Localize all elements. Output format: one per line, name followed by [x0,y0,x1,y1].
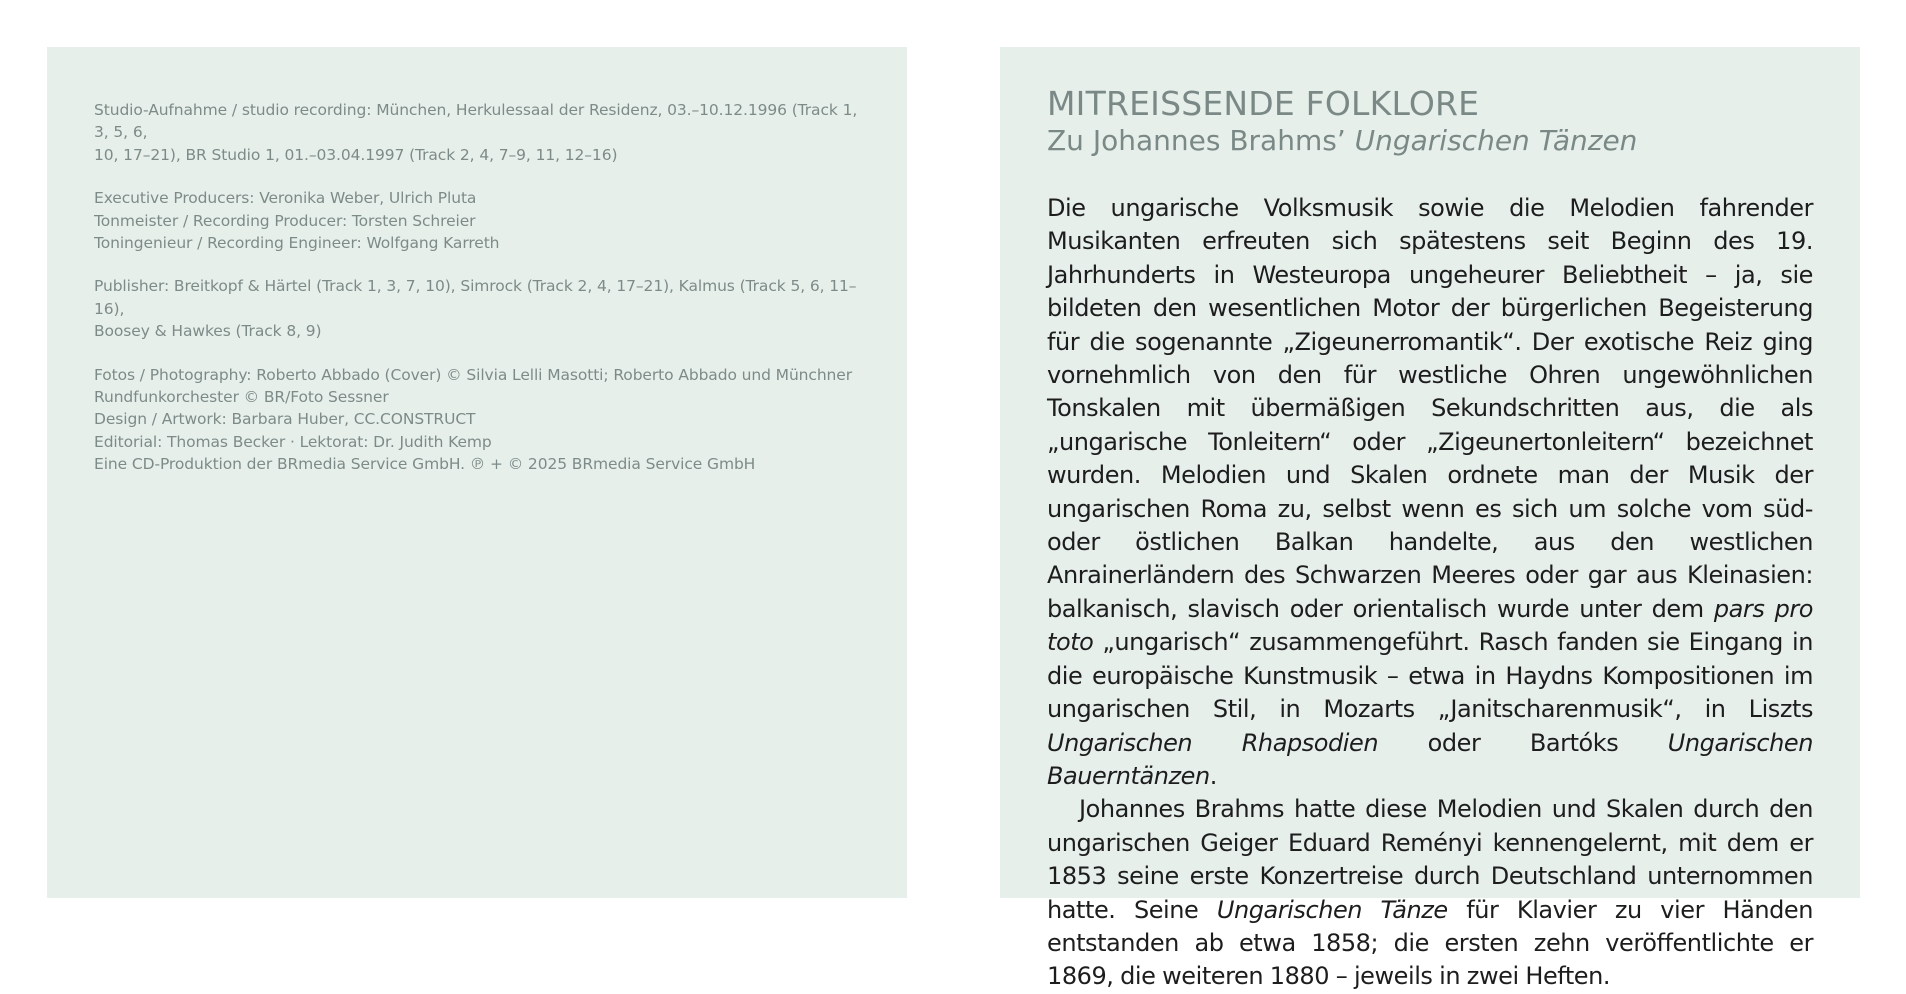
text-run: „ungarisch“ zusammengeführt. Rasch fanden sie Eingang in die europäische Kunstmusik – etwa in Haydns Kompositionen im ungarischen Stil, in Mozarts „Janitscharenmusik“, in Liszts [1047,628,1813,724]
credit-line: 10, 17–21), BR Studio 1, 01.–03.04.1997 (Track 2, 4, 7–9, 11, 12–16) [94,145,618,164]
italic-run: pars pro toto [1047,594,1813,657]
recording-credits [94,99,860,166]
left-page-credits [47,47,907,898]
production-credits [94,187,860,254]
publisher-credits [94,275,860,342]
credit-line: Tonmeister / Recording Producer: Torsten Schreier [94,211,476,230]
photo-design-credits [94,364,860,476]
essay-subtitle [1047,123,1813,159]
credit-line: Executive Producers: Veronika Weber, Ulrich Pluta [94,189,477,208]
paragraph [1047,793,1813,993]
paragraph [1047,192,1813,793]
essay-title: MITREISSENDE FOLKLORE [1047,84,1480,123]
credit-line: Studio-Aufnahme / studio recording: München, Herkulessaal der Residenz, 03.–10.12.1996 (Track 1, 3, 5, 6, [94,101,858,142]
italic-run: Ungarischen Tänze [1216,895,1448,924]
subtitle-text: Zu Johannes Brahms’ [1047,124,1355,157]
text-run: oder Bartóks [1378,728,1668,757]
italic-run: Ungarischen Bauerntänzen [1047,728,1813,790]
subtitle-work-title: Ungarischen Tänzen [1354,124,1638,157]
right-page-essay [1000,47,1860,991]
text-run: für Klavier zu vier Händen entstanden ab etwa 1858; die ersten zehn veröffentlichte er 1869, die weiteren 1880 – jeweils in zwei Heften. [1047,895,1813,991]
text-run: Die ungarische Volksmusik sowie die Melodien fahrender Musikanten erfreuten sich spätestens seit Beginn des 19. Jahrhunderts in Westeuropa ungeheurer Beliebtheit – ja, sie bildeten den wesentlichen Motor der bürgerlichen Begeisterung für die sogenannte „Zigeunerromantik“. Der exotische Reiz ging vornehmlich von den für westliche Ohren ungewöhnlichen Tonskalen mit übermäßigen Sekundschritten aus, die als „ungarische Tonleitern“ oder „Zigeunertonleitern“ bezeichnet wurden. Melodien und Skalen ordnete man der Musik der ungarischen Roma zu, selbst wenn es sich um solche vom süd- oder östlichen Balkan handelte, aus den westlichen Anrainerländern des Schwarzen Meeres oder gar aus Kleinasien: balkanisch, slavisch oder orientalisch wurde unter dem [1047,194,1813,623]
credit-line: Eine CD-Produktion der BRmedia Service GmbH. ℗ + © 2025 BRmedia Service GmbH [94,455,756,474]
credit-line: Rundfunkorchester © BR/Foto Sessner [94,388,389,407]
credit-line: Editorial: Thomas Becker · Lektorat: Dr. Judith Kemp [94,432,492,451]
text-run: . [1209,761,1217,790]
credit-line: Toningenieur / Recording Engineer: Wolfgang Karreth [94,234,500,253]
credit-line: Design / Artwork: Barbara Huber, CC.CONSTRUCT [94,410,476,429]
italic-run: Ungarischen Rhapsodien [1047,728,1379,757]
credit-line: Fotos / Photography: Roberto Abbado (Cover) © Silvia Lelli Masotti; Roberto Abbado und Münchner [94,365,852,384]
credit-line: Publisher: Breitkopf & Härtel (Track 1, 3, 7, 10), Simrock (Track 2, 4, 17–21), Kalmus (Track 5, 6, 11–16), [94,277,857,318]
credit-line: Boosey & Hawkes (Track 8, 9) [94,322,322,341]
text-run: Johannes Brahms hatte diese Melodien und Skalen durch den ungarischen Geiger Eduard Reményi kennengelernt, mit dem er 1853 seine erste Konzertreise durch Deutschland unternommen hatte. Seine [1047,795,1813,924]
essay-body [1047,192,1813,994]
